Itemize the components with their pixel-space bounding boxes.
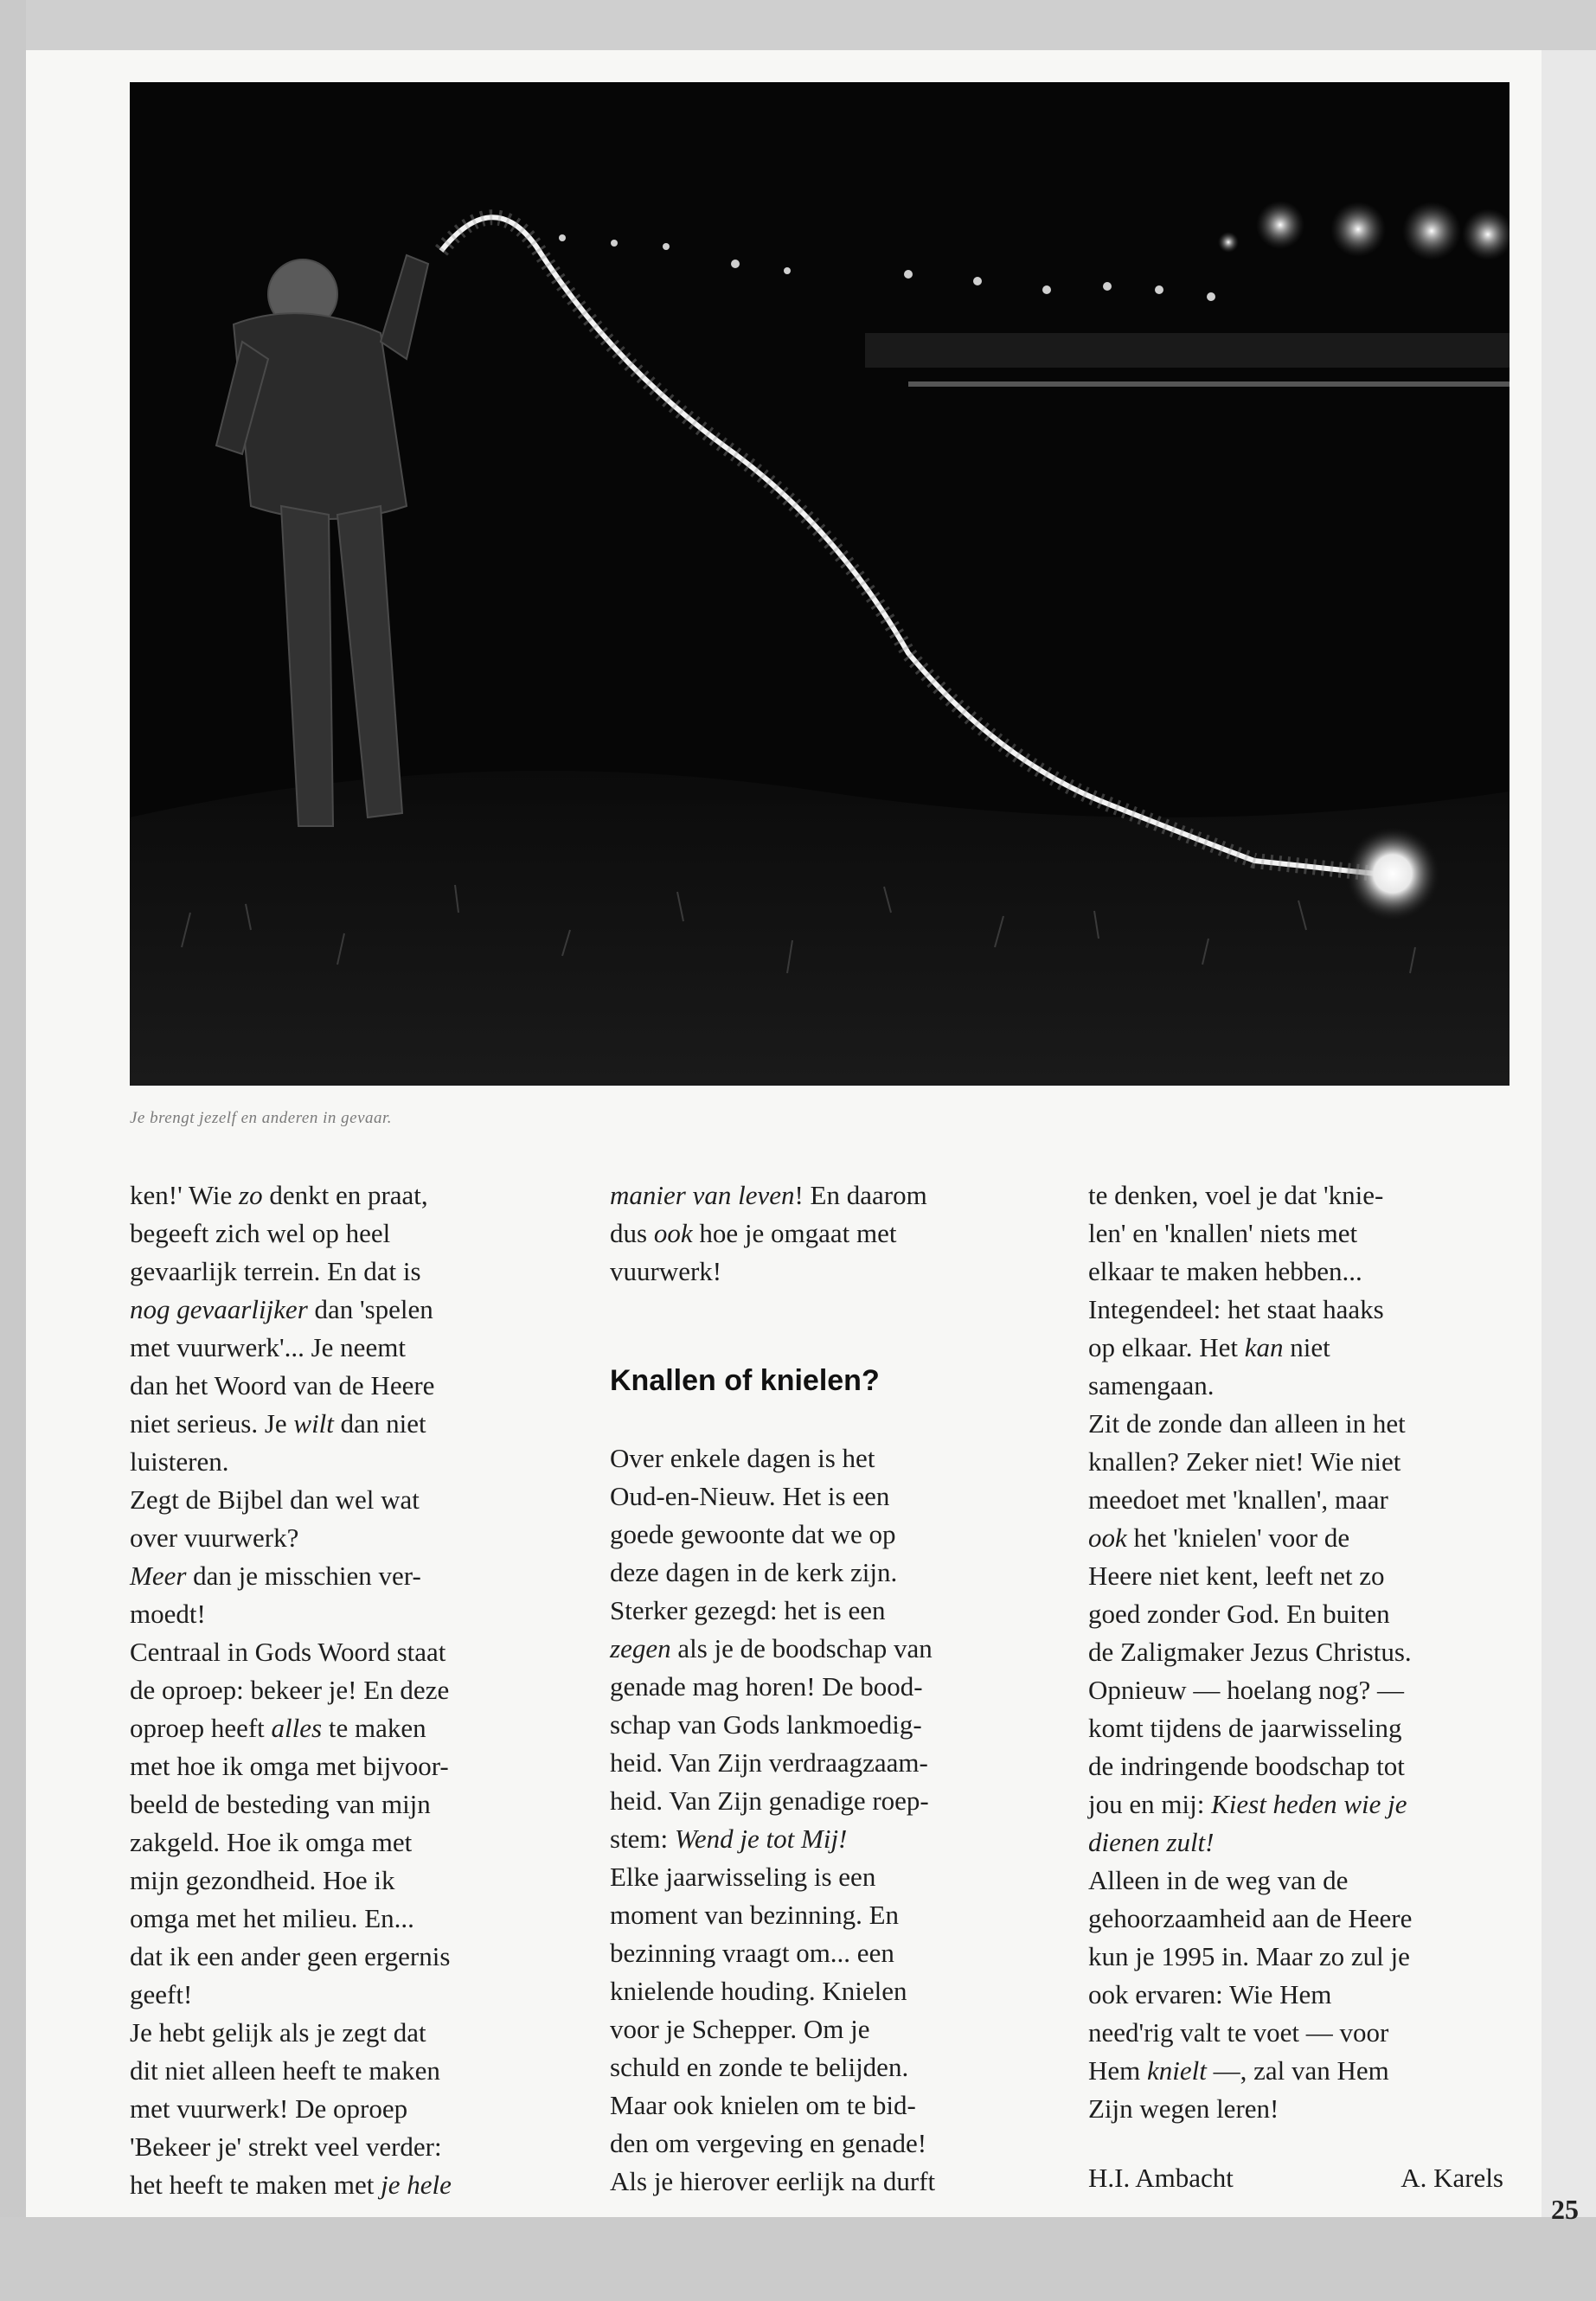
page-edge [1542, 50, 1596, 2217]
text-line: beeld de besteding van mijn [130, 1789, 431, 1819]
text-line: Over enkele dagen is het [610, 1443, 875, 1473]
text-line: begeeft zich wel op heel [130, 1218, 391, 1248]
text-line: Maar ook knielen om te bid- [610, 2090, 916, 2120]
text-column-1 [130, 1176, 545, 2204]
text-line: knallen? Zeker niet! Wie niet [1088, 1446, 1401, 1477]
emphasis: manier van leven [610, 1180, 795, 1210]
scan-border-left [0, 0, 26, 2301]
text-line: ken!' Wie zo denkt en praat, [130, 1180, 428, 1210]
emphasis: je hele [381, 2170, 452, 2200]
text-line: len' en 'knallen' niets met [1088, 1218, 1358, 1248]
text-line: heid. Van Zijn genadige roep- [610, 1785, 929, 1816]
text-line: omga met het milieu. En... [130, 1903, 414, 1933]
text-line: gehoorzaamheid aan de Heere [1088, 1903, 1413, 1933]
text-line: geeft! [130, 1979, 193, 2009]
text-line: de Zaligmaker Jezus Christus. [1088, 1637, 1412, 1667]
text-line: Zegt de Bijbel dan wel wat [130, 1484, 420, 1515]
text-line: Opnieuw — hoelang nog? — [1088, 1675, 1405, 1705]
text-line: schap van Gods lankmoedig- [610, 1709, 922, 1740]
text-line: samengaan. [1088, 1370, 1215, 1400]
text-line: dus ook hoe je omgaat met [610, 1218, 897, 1248]
text-line: schuld en zonde te belijden. [610, 2052, 909, 2082]
text-line: jou en mij: Kiest heden wie je [1088, 1789, 1407, 1819]
emphasis: Kiest heden wie je [1211, 1789, 1407, 1819]
photo-sparkler-icon [130, 82, 1509, 1086]
text-line: dan het Woord van de Heere [130, 1370, 435, 1400]
text-line: niet serieus. Je wilt dan niet [130, 1408, 426, 1439]
text-column-3 [1088, 1176, 1512, 2128]
text-line: luisteren. [130, 1446, 229, 1477]
text-line: met hoe ik omga met bijvoor- [130, 1751, 449, 1781]
text-line: ook ervaren: Wie Hem [1088, 1979, 1332, 2009]
emphasis: Wend je tot Mij! [674, 1823, 848, 1854]
text-line: dit niet alleen heeft te maken [130, 2055, 440, 2086]
text-line: met vuurwerk'... Je neemt [130, 1332, 406, 1362]
text-line: dat ik een ander geen ergernis [130, 1941, 451, 1971]
text-line [1088, 1823, 1512, 1862]
text-line: need'rig valt te voet — voor [1088, 2017, 1389, 2048]
text-line: Integendeel: het staat haaks [1088, 1294, 1384, 1324]
text-line: goed zonder God. En buiten [1088, 1599, 1390, 1629]
text-line: kun je 1995 in. Maar zo zul je [1088, 1941, 1410, 1971]
text-line: komt tijdens de jaarwisseling [1088, 1713, 1402, 1743]
text-line: Centraal in Gods Woord staat [130, 1637, 446, 1667]
text-line: ook het 'knielen' voor de [1088, 1522, 1350, 1553]
text-line: Hem knielt —, zal van Hem [1088, 2055, 1389, 2086]
text-line: vuurwerk! [610, 1256, 722, 1286]
text-line: Alleen in de weg van de [1088, 1865, 1349, 1895]
text-line: Meer dan je misschien ver- [130, 1561, 421, 1591]
sparkler-photo [130, 82, 1509, 1086]
scan-border-bottom [0, 2217, 1596, 2301]
emphasis: ook [1088, 1522, 1127, 1553]
signature-name: A. Karels [1401, 2163, 1503, 2193]
text-line: manier van leven! En daarom [610, 1180, 927, 1210]
text-column-2-intro [610, 1176, 1025, 1291]
emphasis: Meer [130, 1561, 187, 1591]
emphasis: kan [1244, 1332, 1284, 1362]
text-line: Als je hierover eerlijk na durft [610, 2166, 936, 2196]
text-line: mijn gezondheid. Hoe ik [130, 1865, 395, 1895]
author-signature [1088, 2163, 1503, 2194]
text-line: heid. Van Zijn verdraagzaam- [610, 1747, 928, 1778]
text-line: Elke jaarwisseling is een [610, 1862, 876, 1892]
emphasis: dienen zult! [1088, 1827, 1215, 1857]
text-line: moedt! [130, 1599, 206, 1629]
text-line: oproep heeft alles te maken [130, 1713, 426, 1743]
text-line: moment van bezinning. En [610, 1900, 900, 1930]
text-line: goede gewoonte dat we op [610, 1519, 896, 1549]
text-line: 'Bekeer je' strekt veel verder: [130, 2131, 442, 2162]
emphasis: nog gevaarlijker [130, 1294, 308, 1324]
text-line: Zijn wegen leren! [1088, 2093, 1279, 2124]
text-line: nog gevaarlijker dan 'spelen [130, 1294, 433, 1324]
text-line: te denken, voel je dat 'knie- [1088, 1180, 1384, 1210]
section-heading: Knallen of knielen? [610, 1364, 880, 1397]
text-line: met vuurwerk! De oproep [130, 2093, 408, 2124]
text-line: voor je Schepper. Om je [610, 2014, 870, 2044]
emphasis: ook [653, 1218, 693, 1248]
text-line: Je hebt gelijk als je zegt dat [130, 2017, 426, 2048]
scan-border-top [0, 0, 1596, 50]
emphasis: zegen [610, 1633, 671, 1663]
text-line: bezinning vraagt om... een [610, 1938, 894, 1968]
text-line: elkaar te maken hebben... [1088, 1256, 1362, 1286]
signature-place: H.I. Ambacht [1088, 2163, 1234, 2193]
emphasis: alles [271, 1713, 323, 1743]
text-line: het heeft te maken met je hele [130, 2170, 452, 2200]
text-line: gevaarlijk terrein. En dat is [130, 1256, 421, 1286]
text-line: zakgeld. Hoe ik omga met [130, 1827, 413, 1857]
text-line: op elkaar. Het kan niet [1088, 1332, 1330, 1362]
emphasis: zo [239, 1180, 263, 1210]
emphasis: wilt [293, 1408, 334, 1439]
text-line: Sterker gezegd: het is een [610, 1595, 886, 1625]
photo-caption: Je brengt jezelf en anderen in gevaar. [130, 1109, 393, 1127]
page-number: 25 [1551, 2194, 1579, 2225]
text-line: de indringende boodschap tot [1088, 1751, 1405, 1781]
text-line: zegen als je de boodschap van [610, 1633, 933, 1663]
text-line: Oud-en-Nieuw. Het is een [610, 1481, 890, 1511]
text-line: Heere niet kent, leeft net zo [1088, 1561, 1385, 1591]
text-line: den om vergeving en genade! [610, 2128, 927, 2158]
text-line: de oproep: bekeer je! En deze [130, 1675, 450, 1705]
text-line: Zit de zonde dan alleen in het [1088, 1408, 1406, 1439]
text-line: stem: Wend je tot Mij! [610, 1823, 848, 1854]
text-line: genade mag horen! De bood- [610, 1671, 923, 1702]
emphasis: knielt [1147, 2055, 1207, 2086]
text-column-2 [610, 1439, 1025, 2201]
text-line: deze dagen in de kerk zijn. [610, 1557, 898, 1587]
text-line: meedoet met 'knallen', maar [1088, 1484, 1388, 1515]
text-line: over vuurwerk? [130, 1522, 299, 1553]
text-line: knielende houding. Knielen [610, 1976, 907, 2006]
